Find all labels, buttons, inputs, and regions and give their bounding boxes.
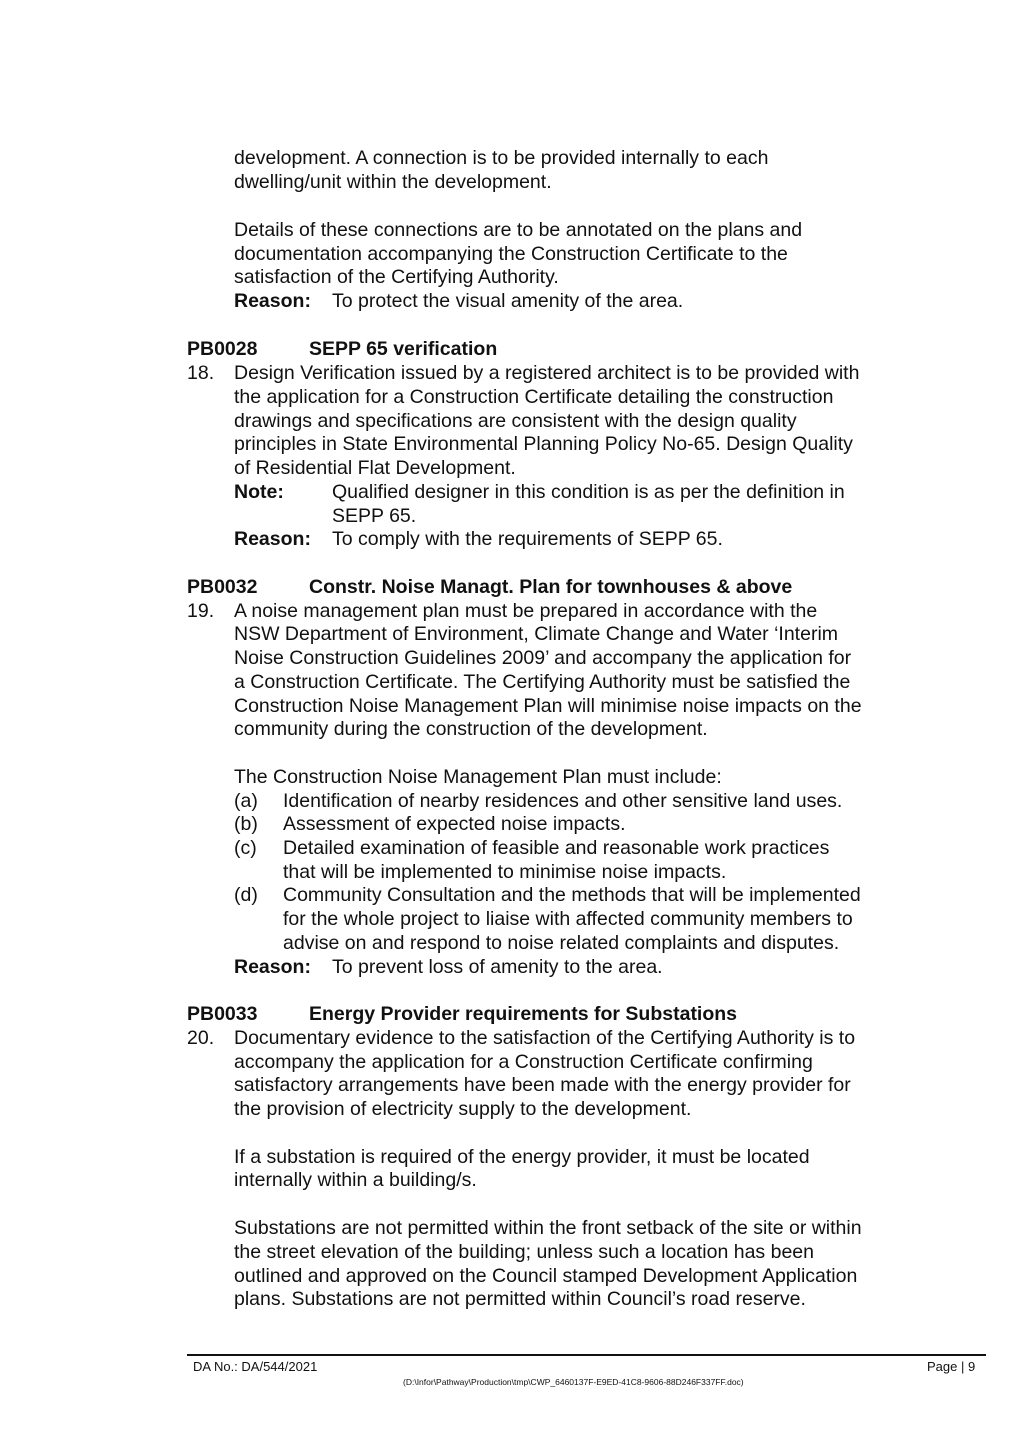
reason-text: To protect the visual amenity of the area. xyxy=(332,290,684,312)
condition-line: A noise management plan must be prepared in accordance with the xyxy=(234,600,818,622)
footer-divider xyxy=(187,1354,986,1356)
section-title: Constr. Noise Managt. Plan for townhouses & above xyxy=(309,576,793,598)
paragraph-line: If a substation is required of the energy provider, it must be located xyxy=(234,1146,810,1168)
section-code: PB0033 xyxy=(187,1003,258,1025)
list-marker: (a) xyxy=(234,790,258,812)
list-item-line: that will be implemented to minimise noise impacts. xyxy=(283,861,727,883)
reason-label: Reason: xyxy=(234,956,311,978)
note-line: Qualified designer in this condition is as per the definition in xyxy=(332,481,845,503)
condition-number: 18. xyxy=(187,362,215,384)
condition-line: principles in State Environmental Planning Policy No-65. Design Quality xyxy=(234,433,853,455)
reason-label: Reason: xyxy=(234,528,311,550)
reason-text: To prevent loss of amenity to the area. xyxy=(332,956,663,978)
condition-line: NSW Department of Environment, Climate Change and Water ‘Interim xyxy=(234,623,839,645)
section-code: PB0028 xyxy=(187,338,258,360)
note-line: SEPP 65. xyxy=(332,505,417,527)
condition-number: 19. xyxy=(187,600,215,622)
list-intro: The Construction Noise Management Plan must include: xyxy=(234,766,722,788)
paragraph-line: Substations are not permitted within the front setback of the site or within xyxy=(234,1217,862,1239)
list-marker: (c) xyxy=(234,837,257,859)
condition-line: a Construction Certificate. The Certifying Authority must be satisfied the xyxy=(234,671,851,693)
list-item-line: Assessment of expected noise impacts. xyxy=(283,813,626,835)
paragraph-line: outlined and approved on the Council stamped Development Application xyxy=(234,1265,858,1287)
condition-line: drawings and specifications are consistent with the design quality xyxy=(234,410,797,432)
list-marker: (d) xyxy=(234,884,258,906)
list-item-line: Community Consultation and the methods that will be implemented xyxy=(283,884,861,906)
paragraph-line: internally within a building/s. xyxy=(234,1169,477,1191)
condition-line: Noise Construction Guidelines 2009’ and accompany the application for xyxy=(234,647,852,669)
condition-line: satisfactory arrangements have been made with the energy provider for xyxy=(234,1074,851,1096)
paragraph-line: plans. Substations are not permitted within Council’s road reserve. xyxy=(234,1288,806,1310)
footer-page-number: Page | 9 xyxy=(927,1359,976,1374)
reason-label: Reason: xyxy=(234,290,311,312)
condition-line: the application for a Construction Certificate detailing the construction xyxy=(234,386,834,408)
footer-file-path: (D:\Infor\Pathway\Production\tmp\CWP_6460137F-E9ED-41C8-9606-88D246F337FF.doc) xyxy=(403,1377,744,1387)
condition-line: of Residential Flat Development. xyxy=(234,457,516,479)
note-label: Note: xyxy=(234,481,284,503)
intro-para-line: Details of these connections are to be annotated on the plans and xyxy=(234,219,803,241)
section-title: Energy Provider requirements for Substations xyxy=(309,1003,738,1025)
condition-line: community during the construction of the development. xyxy=(234,718,708,740)
list-item-line: Detailed examination of feasible and reasonable work practices xyxy=(283,837,830,859)
section-title: SEPP 65 verification xyxy=(309,338,498,360)
reason-text: To comply with the requirements of SEPP 65. xyxy=(332,528,723,550)
footer-da-number: DA No.: DA/544/2021 xyxy=(193,1359,318,1374)
list-item-line: Identification of nearby residences and other sensitive land uses. xyxy=(283,790,843,812)
list-item-line: advise on and respond to noise related complaints and disputes. xyxy=(283,932,840,954)
list-marker: (b) xyxy=(234,813,258,835)
condition-line: Documentary evidence to the satisfaction of the Certifying Authority is to xyxy=(234,1027,856,1049)
intro-line-2: dwelling/unit within the development. xyxy=(234,171,552,193)
section-code: PB0032 xyxy=(187,576,258,598)
condition-line: accompany the application for a Construction Certificate confirming xyxy=(234,1051,813,1073)
condition-line: Design Verification issued by a registered architect is to be provided with xyxy=(234,362,860,384)
intro-para-line: documentation accompanying the Construction Certificate to the xyxy=(234,243,788,265)
paragraph-line: the street elevation of the building; unless such a location has been xyxy=(234,1241,814,1263)
list-item-line: for the whole project to liaise with affected community members to xyxy=(283,908,853,930)
condition-number: 20. xyxy=(187,1027,215,1049)
condition-line: the provision of electricity supply to the development. xyxy=(234,1098,692,1120)
intro-para-line: satisfaction of the Certifying Authority. xyxy=(234,266,559,288)
intro-line-1: development. A connection is to be provided internally to each xyxy=(234,147,769,169)
condition-line: Construction Noise Management Plan will minimise noise impacts on the xyxy=(234,695,862,717)
